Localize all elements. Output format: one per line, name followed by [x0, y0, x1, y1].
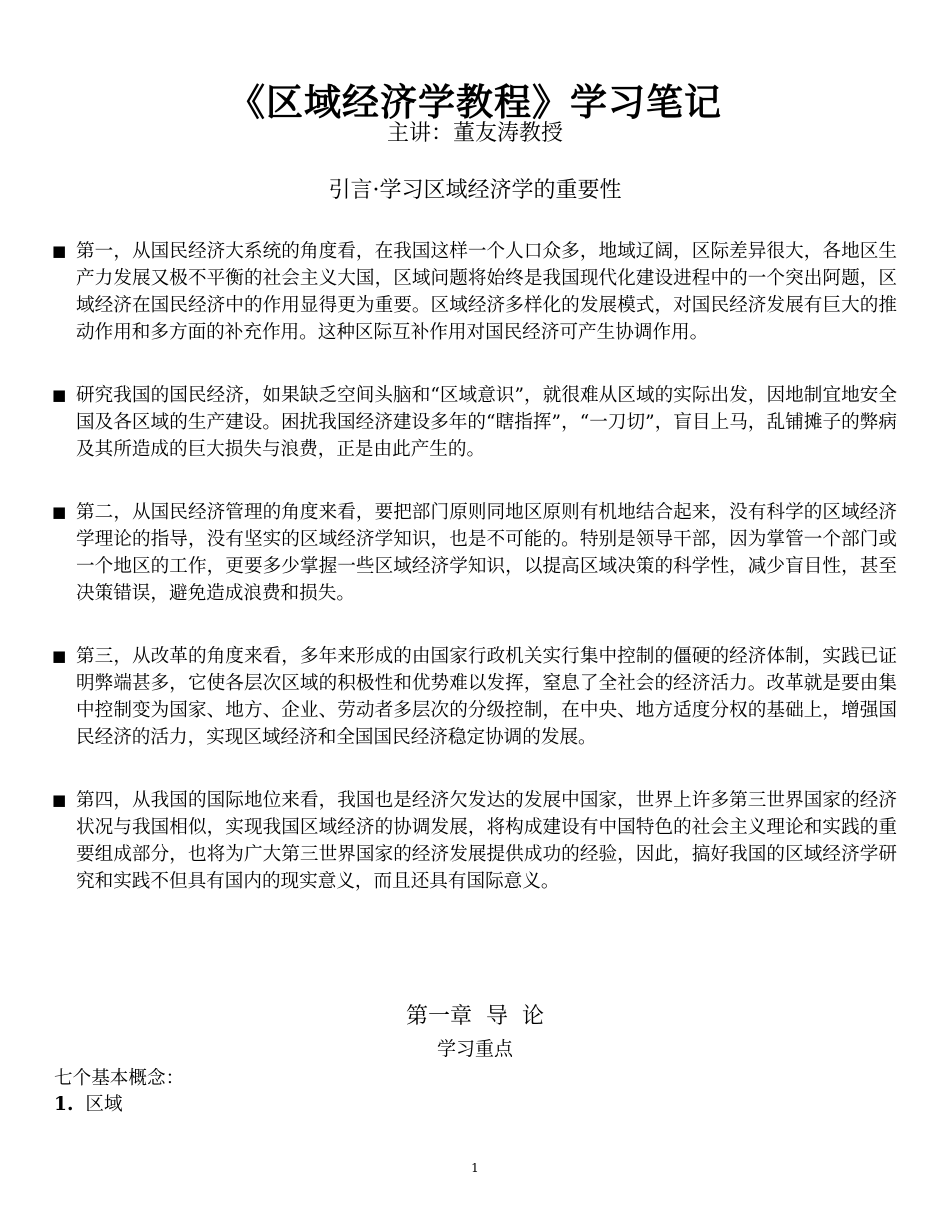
bullet-paragraph-4: [52, 643, 897, 751]
square-bullet-icon: ■: [52, 503, 67, 521]
importance-bullet-list: [52, 238, 897, 931]
bullet-paragraph-3: [52, 499, 897, 607]
concept-item-number: 1.: [54, 1094, 74, 1115]
bullet-text: 第三，从改革的角度来看，多年来形成的由国家行政机关实行集中控制的僵硬的经济体制，实践已证明弊端甚多，它使各层次区域的积极性和优势难以发挥，窒息了全社会的经济活力。改革就是要由集中控制变为国家、地方、企业、劳动者多层次的分级控制，在中央、地方适度分权的基础上，增强国民经济的活力，实现区域经济和全国国民经济稳定协调的发展。: [76, 646, 897, 748]
bullet-text: 第一，从国民经济大系统的角度看，在我国这样一个人口众多，地域辽阔，区际差异很大，各地区生产力发展又极不平衡的社会主义大国，区域问题将始终是我国现代化建设进程中的一个突出阿题，区域经济在国民经济中的作用显得更为重要。区域经济多样化的发展模式，对国民经济发展有巨大的推动作用和多方面的补充作用。这种区际互补作用对国民经济可产生协调作用。: [76, 241, 897, 343]
bullet-paragraph-5: [52, 787, 897, 895]
concepts-label: 七个基本概念：: [54, 1068, 185, 1089]
lecturer-line: 主讲：董友涛教授: [386, 121, 563, 146]
bullet-paragraph-2: [52, 382, 897, 463]
bullet-paragraph-1: [52, 238, 897, 346]
bullet-text: 第二，从国民经济管理的角度来看，要把部门原则同地区原则有机地结合起来，没有科学的区域经济学理论的指导，没有坚实的区域经济学知识，也是不可能的。特别是领导干部，因为掌管一个部门或一个地区的工作，更要多少掌握一些区域经济学知识，以提高区域决策的科学性，减少盲目性，甚至决策错误，避免造成浪费和损失。: [76, 502, 897, 604]
square-bullet-icon: ■: [52, 647, 67, 665]
square-bullet-icon: ■: [52, 386, 67, 404]
document-title: 《区域经济学教程》学习笔记: [228, 80, 722, 124]
page-number: 1: [471, 1161, 479, 1175]
square-bullet-icon: ■: [52, 791, 67, 809]
intro-heading: 引言·学习区域经济学的重要性: [328, 178, 622, 203]
concept-item-label: 区域: [85, 1094, 123, 1115]
bullet-text: 研究我国的国民经济，如果缺乏空间头脑和“区域意识”，就很难从区域的实际出发，因地制宜地安全国及各区域的生产建设。困扰我国经济建设多年的“瞎指挥”，“一刀切”，盲目上马，乱铺摊子的弊病及其所造成的巨大损失与浪费，正是由此产生的。: [76, 385, 897, 460]
bullet-text: 第四，从我国的国际地位来看，我国也是经济欠发达的发展中国家，世界上许多第三世界国家的经济状况与我国相似，实现我国区域经济的协调发展，将构成建设有中国特色的社会主义理论和实践的重要组成部分，也将为广大第三世界国家的经济发展提供成功的经验，因此，搞好我国的区域经济学研究和实践不但具有国内的现实意义，而且还具有国际意义。: [76, 790, 897, 892]
concept-item-1: [54, 1092, 123, 1118]
chapter-heading: 第一章 导 论: [406, 1004, 544, 1029]
square-bullet-icon: ■: [52, 242, 67, 260]
chapter-subheading: 学习重点: [436, 1038, 513, 1060]
